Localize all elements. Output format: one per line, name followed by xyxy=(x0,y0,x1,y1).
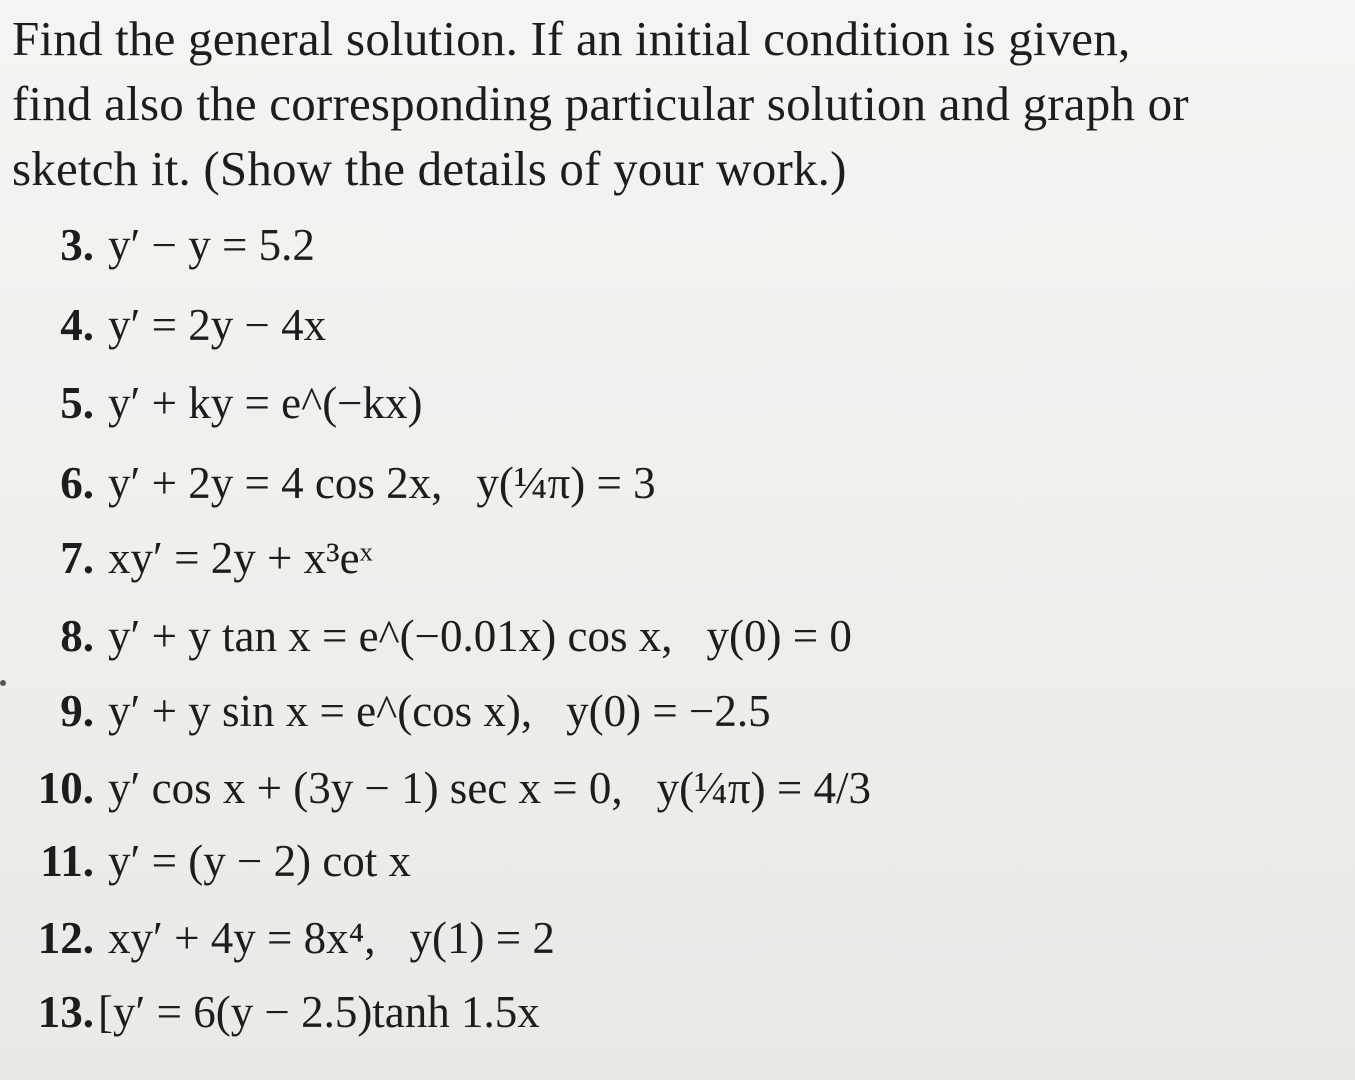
instructions-line-2: find also the corresponding particular solution and graph or xyxy=(12,76,1189,131)
instructions-line-1: Find the general solution. If an initial condition is given, xyxy=(12,11,1131,66)
problem-equation: y′ + y tan x = e^(−0.01x) cos x, xyxy=(108,611,673,661)
initial-condition: y(¼π) = 3 xyxy=(476,458,656,508)
problem-7 xyxy=(44,530,373,586)
problem-equation: y′ = (y − 2) cot x xyxy=(108,836,412,886)
problem-number: 10. xyxy=(37,763,94,813)
initial-condition: y(1) = 2 xyxy=(409,913,555,963)
problem-number: 7. xyxy=(60,533,94,583)
instructions-paragraph xyxy=(12,6,1332,201)
problem-11 xyxy=(26,833,411,889)
problem-number: 8. xyxy=(60,611,94,661)
problem-13 xyxy=(26,984,540,1040)
problem-equation: y′ = 2y − 4x xyxy=(108,300,327,350)
problem-8 xyxy=(44,608,852,664)
problem-equation: xy′ = 2y + x³eˣ xyxy=(108,533,373,583)
problem-number: 6. xyxy=(60,458,94,508)
initial-condition: y(0) = −2.5 xyxy=(566,686,771,736)
initial-condition: y(¼π) = 4/3 xyxy=(656,763,871,813)
problem-10 xyxy=(26,760,871,816)
problem-12 xyxy=(26,910,555,966)
problem-9 xyxy=(44,683,771,739)
initial-condition: y(0) = 0 xyxy=(706,611,852,661)
problem-3 xyxy=(44,217,315,273)
problem-5 xyxy=(44,375,423,431)
problem-equation: y′ + ky = e^(−kx) xyxy=(108,378,423,428)
problem-number: 12. xyxy=(37,913,94,963)
problem-number: 9. xyxy=(60,686,94,736)
problem-number: 11. xyxy=(40,836,94,886)
problem-6 xyxy=(44,455,656,511)
problem-equation: xy′ + 4y = 8x⁴, xyxy=(108,913,376,963)
problem-number: 3. xyxy=(60,220,94,270)
problem-equation: y′ + 2y = 4 cos 2x, xyxy=(108,458,443,508)
problem-equation: y′ cos x + (3y − 1) sec x = 0, xyxy=(108,763,623,813)
problem-equation: [y′ = 6(y − 2.5)tanh 1.5x xyxy=(98,987,540,1037)
instructions-line-3: sketch it. (Show the details of your work.) xyxy=(12,141,847,196)
problem-number: 13. xyxy=(37,987,94,1037)
problem-number: 4. xyxy=(60,300,94,350)
page-speck xyxy=(0,680,6,686)
problem-number: 5. xyxy=(60,378,94,428)
problem-equation: y′ − y = 5.2 xyxy=(108,220,315,270)
problem-equation: y′ + y sin x = e^(cos x), xyxy=(108,686,533,736)
problem-4 xyxy=(44,297,326,353)
